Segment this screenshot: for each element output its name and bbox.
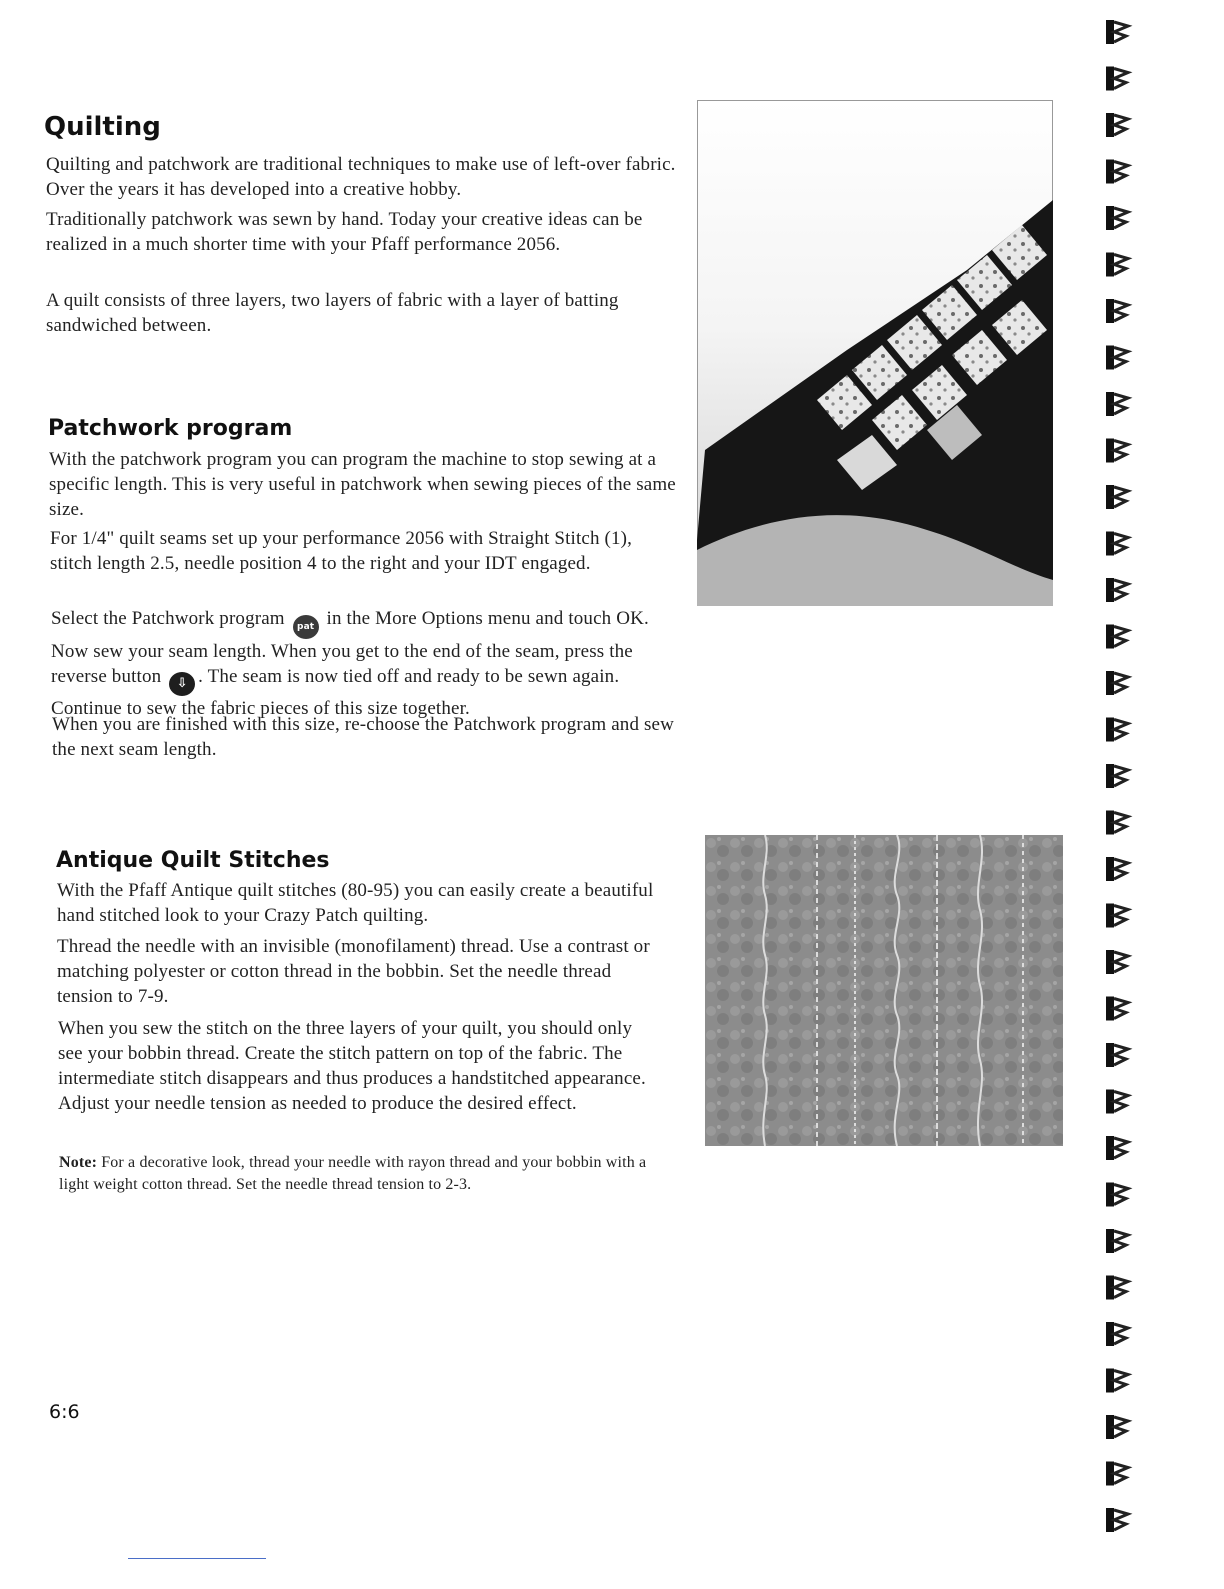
spiral-loop xyxy=(1106,485,1128,509)
section-title-patchwork: Patchwork program xyxy=(48,416,293,441)
spiral-binding xyxy=(1098,0,1224,1584)
spiral-loop xyxy=(1106,160,1128,184)
spiral-loop xyxy=(1106,113,1128,137)
spiral-loop xyxy=(1106,764,1128,788)
patchwork-select-text: Select the Patchwork program xyxy=(51,608,285,629)
spiral-loop xyxy=(1106,1043,1128,1067)
patchwork-paragraph-3 xyxy=(51,606,676,721)
spiral-loop xyxy=(1106,346,1128,370)
quilting-paragraph-2: Traditionally patchwork was sewn by hand. Today your creative ideas can be realized in a much shorter time with your Pfaff performance 2056. xyxy=(46,209,643,255)
antique-paragraph-1: With the Pfaff Antique quilt stitches (80-95) you can easily create a beautiful hand stitched look to your Crazy Patch quilting. xyxy=(57,880,654,926)
spiral-loop xyxy=(1106,20,1128,44)
section-title-quilting: Quilting xyxy=(44,112,161,142)
spiral-loop xyxy=(1106,299,1128,323)
section-title-antique: Antique Quilt Stitches xyxy=(56,848,330,873)
antique-note xyxy=(59,1152,679,1196)
spiral-loop xyxy=(1106,1462,1128,1486)
spiral-loop xyxy=(1106,718,1128,742)
spiral-loop xyxy=(1106,1322,1128,1346)
quilting-paragraph-3: A quilt consists of three layers, two layers of fabric with a layer of batting sandwiched between. xyxy=(46,290,619,336)
spiral-loop xyxy=(1106,997,1128,1021)
spiral-loop xyxy=(1106,625,1128,649)
spiral-loop xyxy=(1106,1369,1128,1393)
note-text: For a decorative look, thread your needle with rayon thread and your bobbin with a light weight cotton thread. Set the needle thread tension to 2-3. xyxy=(59,1154,647,1193)
spiral-loop xyxy=(1106,532,1128,556)
spiral-loop xyxy=(1106,1229,1128,1253)
patchwork-paragraph-4: When you are finished with this size, re-choose the Patchwork program and sew the next seam length. xyxy=(52,714,675,760)
spiral-loop xyxy=(1106,578,1128,602)
reverse-button-icon: ⇩ xyxy=(169,672,195,696)
spiral-loop xyxy=(1106,857,1128,881)
spiral-loop xyxy=(1106,904,1128,928)
patchwork-menu-text: in the More Options menu and touch OK. Now sew your seam length. When you get to the end of the seam, press the reverse button xyxy=(51,608,649,687)
spiral-loop xyxy=(1106,1136,1128,1160)
spiral-loop xyxy=(1106,1183,1128,1207)
page-number: 6:6 xyxy=(49,1401,80,1423)
spiral-loop xyxy=(1106,206,1128,230)
patchwork-paragraph-1: With the patchwork program you can program the machine to stop sewing at a specific length. This is very useful in patchwork when sewing pieces of the same size. xyxy=(49,449,676,520)
quilt-photo xyxy=(697,100,1053,606)
patchwork-tied-text: . The seam is now tied off and ready to be sewn again. Continue to sew the fabric pieces of this size together. xyxy=(51,666,620,719)
spiral-loop xyxy=(1106,811,1128,835)
patchwork-paragraph-2: For 1/4" quilt seams set up your performance 2056 with Straight Stitch (1), stitch length 2.5, needle position 4 to the right and your IDT engaged. xyxy=(50,528,633,574)
spiral-loop xyxy=(1106,1276,1128,1300)
spiral-loop xyxy=(1106,671,1128,695)
spiral-loop xyxy=(1106,1508,1128,1532)
spiral-loop xyxy=(1106,392,1128,416)
antique-paragraph-3: When you sew the stitch on the three layers of your quilt, you should only see your bobbin thread. Create the stitch pattern on top of the fabric. The intermediate stitch disappears and thus produces a handstitched appearance. Adjust your needle tension as needed to produce the desired effect. xyxy=(58,1018,646,1114)
spiral-loop xyxy=(1106,1090,1128,1114)
bottom-rule xyxy=(128,1558,266,1559)
note-label: Note: xyxy=(59,1154,98,1171)
patchwork-program-icon: pat xyxy=(293,615,319,639)
stitch-sample-photo xyxy=(705,835,1063,1146)
spiral-loop xyxy=(1106,950,1128,974)
spiral-loop xyxy=(1106,67,1128,91)
spiral-loop xyxy=(1106,253,1128,277)
antique-paragraph-2: Thread the needle with an invisible (monofilament) thread. Use a contrast or matching polyester or cotton thread in the bobbin. Set the needle thread tension to 7-9. xyxy=(57,936,650,1007)
spiral-loop xyxy=(1106,1415,1128,1439)
quilting-paragraph-1: Quilting and patchwork are traditional techniques to make use of left-over fabric. Over the years it has developed into a creative hobby. xyxy=(46,154,676,200)
spiral-loop xyxy=(1106,439,1128,463)
